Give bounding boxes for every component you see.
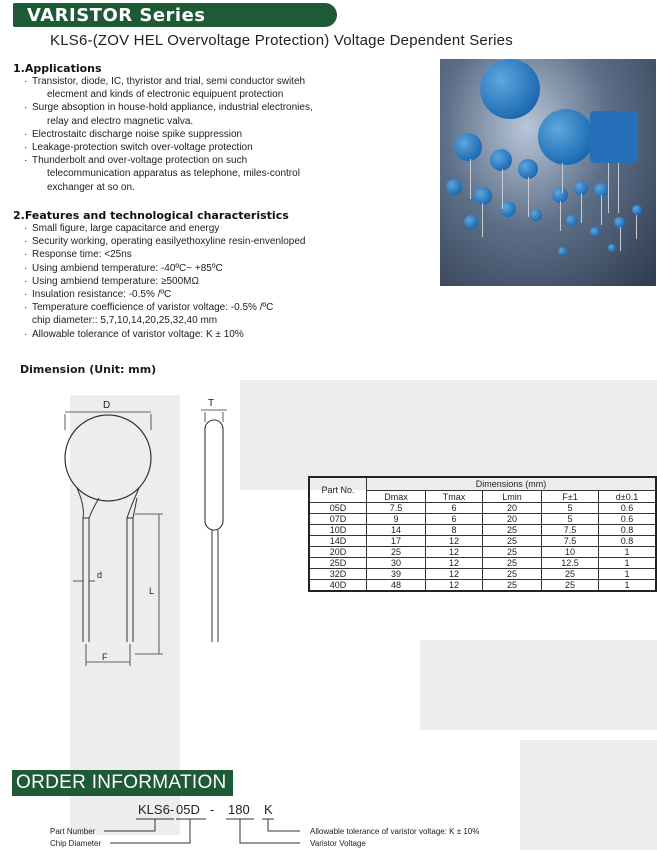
- dimension-cell: 12: [426, 536, 483, 547]
- list-item: · Thunderbolt and over-voltage protection on such telecommunication apparatus as telephone, miles-control: [24, 154, 424, 180]
- part-no-cell: 10D: [309, 525, 367, 536]
- dimension-cell: 7.5: [367, 503, 426, 514]
- list-item: · Response time: <25ns: [24, 248, 424, 261]
- order-banner: [12, 770, 233, 796]
- label-chip-diameter: Chip Diameter: [50, 839, 102, 848]
- dimension-cell: 17: [367, 536, 426, 547]
- dimension-cell: 8: [426, 525, 483, 536]
- list-item: · Security working, operating easilyethoxyline resin-envenloped: [24, 235, 424, 248]
- varistor-disc: [454, 133, 482, 161]
- page-subtitle: KLS6-(ZOV HEL Overvoltage Protection) Voltage Dependent Series: [50, 32, 513, 49]
- list-item: · Temperature coefficience of varistor voltage: -0.5% /ºC: [24, 301, 424, 314]
- list-item: · Leakage-protection switch over-voltage protection: [24, 141, 424, 154]
- dimension-cell: 12: [426, 569, 483, 580]
- col-header: Dmax: [367, 491, 426, 503]
- dimension-cell: 20: [483, 503, 542, 514]
- dimension-cell: 39: [367, 569, 426, 580]
- table-row: [309, 503, 656, 514]
- dimension-cell: 1: [599, 569, 657, 580]
- dimensions-group-header: Dimensions (mm): [367, 477, 657, 491]
- varistor-disc: [480, 59, 540, 119]
- list-item: · Surge absoption in house-hold appliance, industrial electronies, relay and electro magnetic valva.: [24, 101, 424, 127]
- series-banner: [13, 3, 337, 27]
- dimension-cell: 14: [367, 525, 426, 536]
- dimension-cell: 25: [483, 569, 542, 580]
- dimension-cell: 6: [426, 514, 483, 525]
- varistor-disc: [566, 215, 577, 226]
- dimension-cell: 0.8: [599, 525, 657, 536]
- table-row: [309, 547, 656, 558]
- list-item: exchanger at so on.: [47, 181, 135, 193]
- code-tol: K: [264, 802, 273, 817]
- dimension-cell: 20: [483, 514, 542, 525]
- code-prefix: KLS6-: [138, 802, 175, 817]
- order-heading: ORDER INFORMATION: [16, 772, 227, 793]
- dimension-cell: 0.8: [599, 536, 657, 547]
- dimension-cell: 25: [483, 547, 542, 558]
- dimension-cell: 1: [599, 547, 657, 558]
- dimension-cell: 1: [599, 558, 657, 569]
- varistor-disc: [490, 149, 512, 171]
- dimension-cell: 25: [483, 525, 542, 536]
- varistor-disc: [474, 187, 492, 205]
- features-heading: 2.Features and technological characteristics: [13, 209, 289, 222]
- dimension-cell: 25: [483, 580, 542, 592]
- varistor-disc: [530, 209, 542, 221]
- dimension-cell: 12: [426, 547, 483, 558]
- part-no-header: Part No.: [309, 477, 367, 503]
- dimension-table: [308, 476, 657, 592]
- dimension-cell: 25: [542, 569, 599, 580]
- applications-heading: 1.Applications: [13, 62, 102, 75]
- list-item: · Allowable tolerance of varistor voltage: K ± 10%: [24, 328, 424, 341]
- part-no-cell: 05D: [309, 503, 367, 514]
- label-tolerance: Allowable tolerance of varistor voltage: K ± 10%: [310, 827, 480, 836]
- label-part-number: Part Number: [50, 827, 96, 836]
- dimension-cell: 0.6: [599, 503, 657, 514]
- dimension-cell: 7.5: [542, 525, 599, 536]
- table-row: [309, 580, 656, 592]
- dim-label-L: L: [149, 586, 155, 596]
- part-no-cell: 25D: [309, 558, 367, 569]
- varistor-disc: [590, 227, 600, 237]
- varistor-disc: [632, 205, 642, 215]
- dimension-cell: 5: [542, 503, 599, 514]
- part-no-cell: 20D: [309, 547, 367, 558]
- label-varistor-voltage: Varistor Voltage: [310, 839, 366, 848]
- dimension-cell: 12.5: [542, 558, 599, 569]
- dimension-cell: 1: [599, 580, 657, 592]
- product-photo: [440, 59, 656, 286]
- dimension-cell: 10: [542, 547, 599, 558]
- dim-label-D: D: [103, 400, 111, 411]
- code-sep: -: [210, 802, 215, 817]
- varistor-disc: [464, 215, 478, 229]
- part-no-cell: 40D: [309, 580, 367, 592]
- series-title: VARISTOR Series: [27, 5, 206, 26]
- dimension-cell: 7.5: [542, 536, 599, 547]
- list-item: · Insulation resistance: -0.5% /ºC: [24, 288, 424, 301]
- dim-label-F: F: [102, 652, 108, 662]
- dimension-heading: Dimension (Unit: mm): [20, 363, 157, 376]
- features-list: [24, 222, 424, 341]
- dimension-drawing: [55, 390, 255, 670]
- part-no-cell: 14D: [309, 536, 367, 547]
- list-item: chip diameter:: 5,7,10,14,20,25,32,40 mm: [32, 315, 218, 327]
- col-header: Lmin: [483, 491, 542, 503]
- dimension-cell: 9: [367, 514, 426, 525]
- dimension-cell: 25: [367, 547, 426, 558]
- code-voltage: 180: [228, 802, 250, 817]
- part-no-cell: 32D: [309, 569, 367, 580]
- code-chip: 05D: [176, 802, 200, 817]
- list-item: · Small figure, large capacitarce and energy: [24, 222, 424, 235]
- dimension-cell: 5: [542, 514, 599, 525]
- order-code-diagram: [0, 798, 657, 852]
- dimension-cell: 12: [426, 580, 483, 592]
- dimension-cell: 30: [367, 558, 426, 569]
- list-item: · Using ambiend temperature: -40ºC~ +85ºC: [24, 262, 424, 275]
- dim-label-d: d: [97, 570, 103, 580]
- table-row: [309, 569, 656, 580]
- varistor-disc: [538, 109, 594, 165]
- col-header: Tmax: [426, 491, 483, 503]
- varistor-disc: [558, 247, 567, 256]
- dimension-cell: 6: [426, 503, 483, 514]
- applications-list: [24, 75, 424, 194]
- table-row: [309, 536, 656, 547]
- varistor-block: [590, 111, 638, 163]
- col-header: F±1: [542, 491, 599, 503]
- dimension-cell: 25: [483, 536, 542, 547]
- dim-label-T: T: [208, 398, 215, 409]
- table-row: [309, 558, 656, 569]
- dimension-cell: 0.6: [599, 514, 657, 525]
- table-row: [309, 514, 656, 525]
- watermark: [420, 640, 657, 730]
- table-row: [309, 525, 656, 536]
- list-item: · Transistor, diode, IC, thyristor and trial, semi conductor switeh elecment and kinds of electronic equipuent protection: [24, 75, 424, 101]
- dimension-cell: 25: [483, 558, 542, 569]
- varistor-disc: [446, 179, 462, 195]
- dimension-cell: 48: [367, 580, 426, 592]
- varistor-disc: [518, 159, 538, 179]
- col-header: d±0.1: [599, 491, 657, 503]
- varistor-disc: [608, 244, 616, 252]
- dimension-cell: 12: [426, 558, 483, 569]
- watermark: [240, 380, 657, 490]
- list-item: · Using ambiend temperature: ≥500MΩ: [24, 275, 424, 288]
- part-no-cell: 07D: [309, 514, 367, 525]
- dimension-cell: 25: [542, 580, 599, 592]
- list-item: · Electrostaitc discharge noise spike suppression: [24, 128, 424, 141]
